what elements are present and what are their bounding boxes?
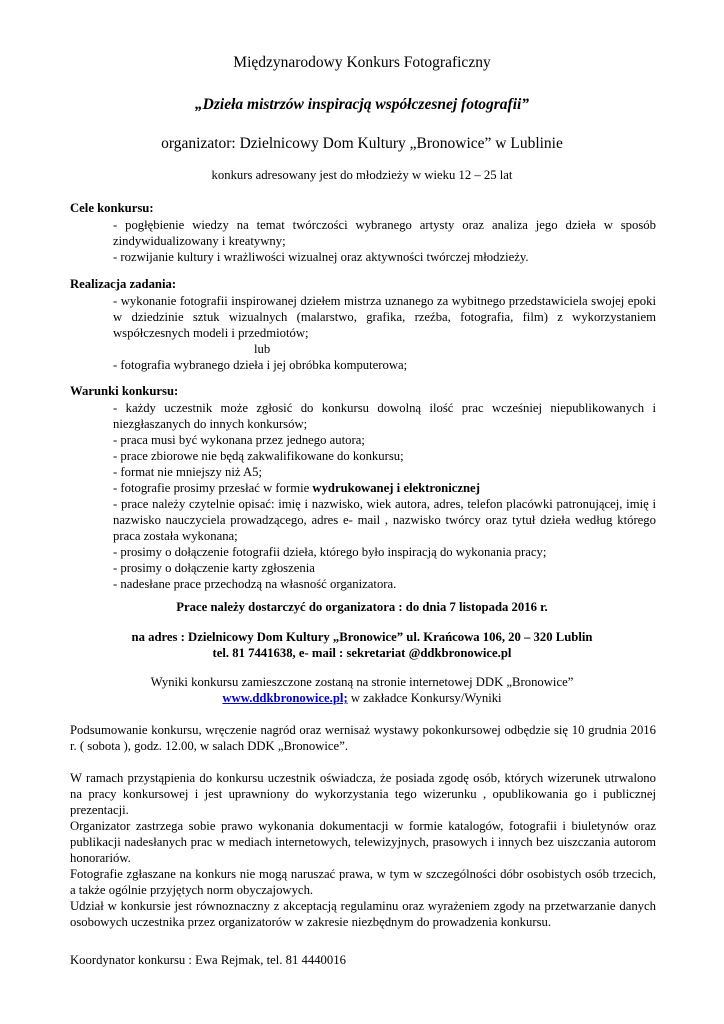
legal-paragraph: Organizator zastrzega sobie prawo wykonania dokumentacji w formie katalogów, fotografii i biuletynów oraz publikacji nadesłanych prac w mediach internetowych, telewizyjnych, prasowych i innych bez uiszczania autorom honorariów. <box>70 819 656 865</box>
conditions-list <box>113 400 656 592</box>
format-emphasis: wydrukowanej i elektronicznej <box>312 481 480 495</box>
results-suffix: w zakładce Konkursy/Wyniki <box>347 691 502 705</box>
task-list <box>113 293 656 373</box>
deadline-line: Prace należy dostarczyć do organizatora : do dnia 7 listopada 2016 r. <box>176 600 548 614</box>
conditions-item: - prosimy o dołączenie karty zgłoszenia <box>113 561 315 575</box>
format-prefix: - fotografie prosimy przesłać w formie <box>113 481 313 495</box>
conditions-item: - praca musi być wykonana przez jednego autora; <box>113 433 365 447</box>
legal-paragraph: Udział w konkursie jest równoznaczny z akceptacją regulaminu oraz wyrażeniem zgody na przetwarzanie danych osobowych uczestnika przez organizatorów w zakresie niezbędnym do prowadzenia konkursu. <box>70 899 656 929</box>
results-link-line <box>0 691 724 706</box>
address-line: na adres : Dzielnicowy Dom Kultury „Bronowice” ul. Krańcowa 106, 20 – 320 Lublin <box>131 630 593 644</box>
conditions-item: - każdy uczestnik może zgłosić do konkursu dowolną ilość prac wcześniej niepublikowanych i niezgłaszanych do innych konkursów; <box>113 401 656 431</box>
contact-line: tel. 81 7441638, e- mail : sekretariat @ddkbronowice.pl <box>212 646 512 660</box>
conditions-item: - nadesłane prace przechodzą na własność organizatora. <box>113 577 397 591</box>
document-subtitle: „Dzieła mistrzów inspiracją współczesnej fotografii” <box>194 96 530 113</box>
summary-text: Podsumowanie konkursu, wręczenie nagród oraz wernisaż wystawy pokonkursowej odbędzie się 10 grudnia 2016 r. ( sobota ), godz. 12.00, w salach DDK „Bronowice”. <box>70 723 656 753</box>
task-item: - wykonanie fotografii inspirowanej dziełem mistrza uznanego za wybitnego przedstawiciela swojej epoki w dziedzinie sztuk wizualnych (malarstwo, grafika, rzeźba, fotografia, film) z wykorzystaniem współczesnych modeli i przedmiotów; <box>113 294 656 340</box>
goals-list <box>113 217 656 265</box>
website-link[interactable]: www.ddkbronowice.pl; <box>222 691 348 705</box>
goals-item: - rozwijanie kultury i wrażliwości wizualnej oraz aktywności twórczej młodzieży. <box>113 250 529 264</box>
conditions-item: - prace zbiorowe nie będą zakwalifikowane do konkursu; <box>113 449 404 463</box>
goals-item: - pogłębienie wiedzy na temat twórczości wybranego artysty oraz analiza jego dzieła w sposób zindywidualizowany i kreatywny; <box>113 218 656 248</box>
summary-paragraph <box>70 722 656 754</box>
organizer-line: organizator: Dzielnicowy Dom Kultury „Bronowice” w Lublinie <box>161 135 563 152</box>
audience-line: konkurs adresowany jest do młodzieży w wieku 12 – 25 lat <box>211 168 513 182</box>
goals-heading: Cele konkursu: <box>70 201 154 215</box>
conditions-item: - prosimy o dołączenie fotografii dzieła, którego było inspiracją do wykonania pracy; <box>113 545 547 559</box>
conditions-item: - format nie mniejszy niż A5; <box>113 465 263 479</box>
results-line: Wyniki konkursu zamieszczone zostaną na stronie internetowej DDK „Bronowice” <box>150 675 574 689</box>
legal-paragraph: W ramach przystąpienia do konkursu uczestnik oświadcza, że posiada zgodę osób, których wizerunek utrwalono na pracy konkursowej i jest uprawniony do wykorzystania tego wizerunku , opublikowania go i publicznej prezentacji. <box>70 771 656 817</box>
legal-section <box>70 770 656 930</box>
conditions-item: - prace należy czytelnie opisać: imię i nazwisko, wiek autora, adres, telefon placówki patronującej, imię i nazwisko nauczyciela prowadzącego, adres e- mail , nazwisko twórcy oraz tytuł dzieła według którego praca została wykonana; <box>113 497 656 543</box>
task-or: lub <box>254 342 271 356</box>
task-item: - fotografia wybranego dzieła i jej obróbka komputerowa; <box>113 358 408 372</box>
task-heading: Realizacja zadania: <box>70 277 177 291</box>
conditions-heading: Warunki konkursu: <box>70 384 179 398</box>
coordinator-line: Koordynator konkursu : Ewa Rejmak, tel. 81 4440016 <box>70 953 346 967</box>
document-title: Międzynarodowy Konkurs Fotograficzny <box>233 54 491 71</box>
legal-paragraph: Fotografie zgłaszane na konkurs nie mogą naruszać prawa, w tym w szczególności dóbr osobistych osób trzecich, a także ogólnie przyjętych norm obyczajowych. <box>70 867 656 897</box>
conditions-item-format <box>113 480 656 496</box>
